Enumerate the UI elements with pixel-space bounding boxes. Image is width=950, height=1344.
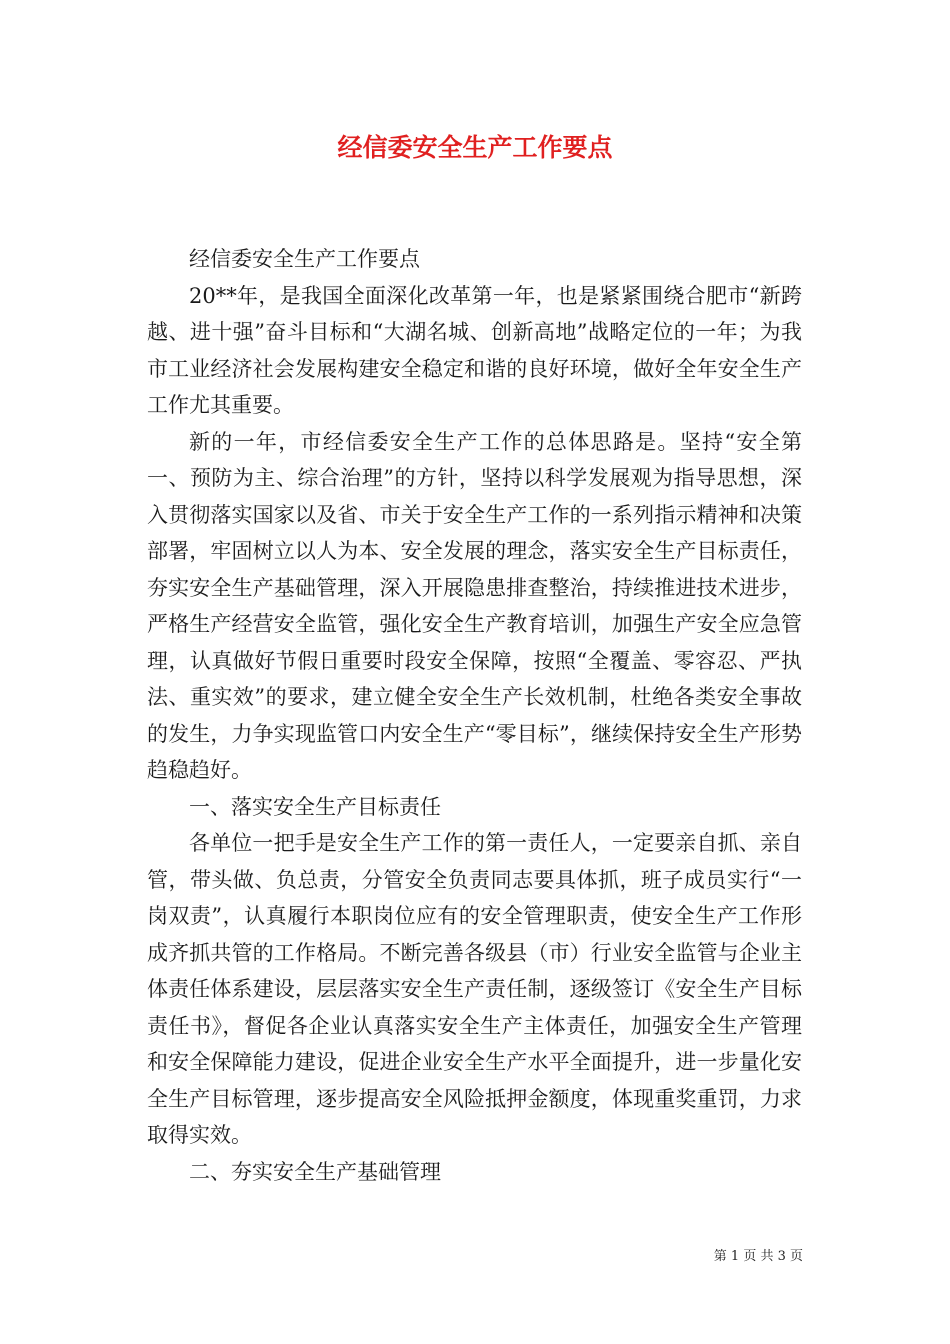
paragraph-overall-approach: 新的一年，市经信委安全生产工作的总体思路是。坚持“安全第一、预防为主、综合治理”的方针，坚持以科学发展观为指导思想，深入贯彻落实国家以及省、市关于安全生产工作的一系列指示精神和决策部署，牢固树立以人为本、安全发展的理念，落实安全生产目标责任，夯实安全生产基础管理，深入开展隐患排查整治，持续推进技术进步，严格生产经营安全监管，强化安全生产教育培训，加强生产安全应急管理，认真做好节假日重要时段安全保障，按照“全覆盖、零容忍、严执法、重实效”的要求，建立健全安全生产长效机制，杜绝各类安全事故的发生，力争实现监管口内安全生产“零目标”，继续保持安全生产形势趋稳趋好。: [147, 429, 802, 782]
page-number: 第 1 页 共 3 页: [713, 1249, 803, 1264]
section-heading-1: 一、落实安全生产目标责任: [189, 794, 441, 819]
body-subtitle: 经信委安全生产工作要点: [189, 247, 420, 271]
paragraph-section-1: 各单位一把手是安全生产工作的第一责任人，一定要亲自抓、亲自管，带头做、负总责，分管安全负责同志要具体抓，班子成员实行“一岗双责”，认真履行本职岗位应有的安全管理职责，使安全生产工作形成齐抓共管的工作格局。不断完善各级县（市）行业安全监管与企业主体责任体系建设，层层落实安全生产责任制，逐级签订《安全生产目标责任书》，督促各企业认真落实安全生产主体责任，加强安全生产管理和安全保障能力建设，促进企业安全生产水平全面提升，进一步量化安全生产目标管理，逐步提高安全风险抵押金额度，体现重奖重罚，力求取得实效。: [147, 831, 802, 1147]
page-title: 经信委安全生产工作要点: [337, 133, 613, 162]
section-heading-2: 二、夯实安全生产基础管理: [189, 1159, 441, 1184]
paragraph-intro: 20**年，是我国全面深化改革第一年，也是紧紧围绕合肥市“新跨越、进十强”奋斗目标和“大湖名城、创新高地”战略定位的一年；为我市工业经济社会发展构建安全稳定和谐的良好环境，做好全年安全生产工作尤其重要。: [147, 283, 802, 417]
document-body: [147, 241, 802, 1190]
